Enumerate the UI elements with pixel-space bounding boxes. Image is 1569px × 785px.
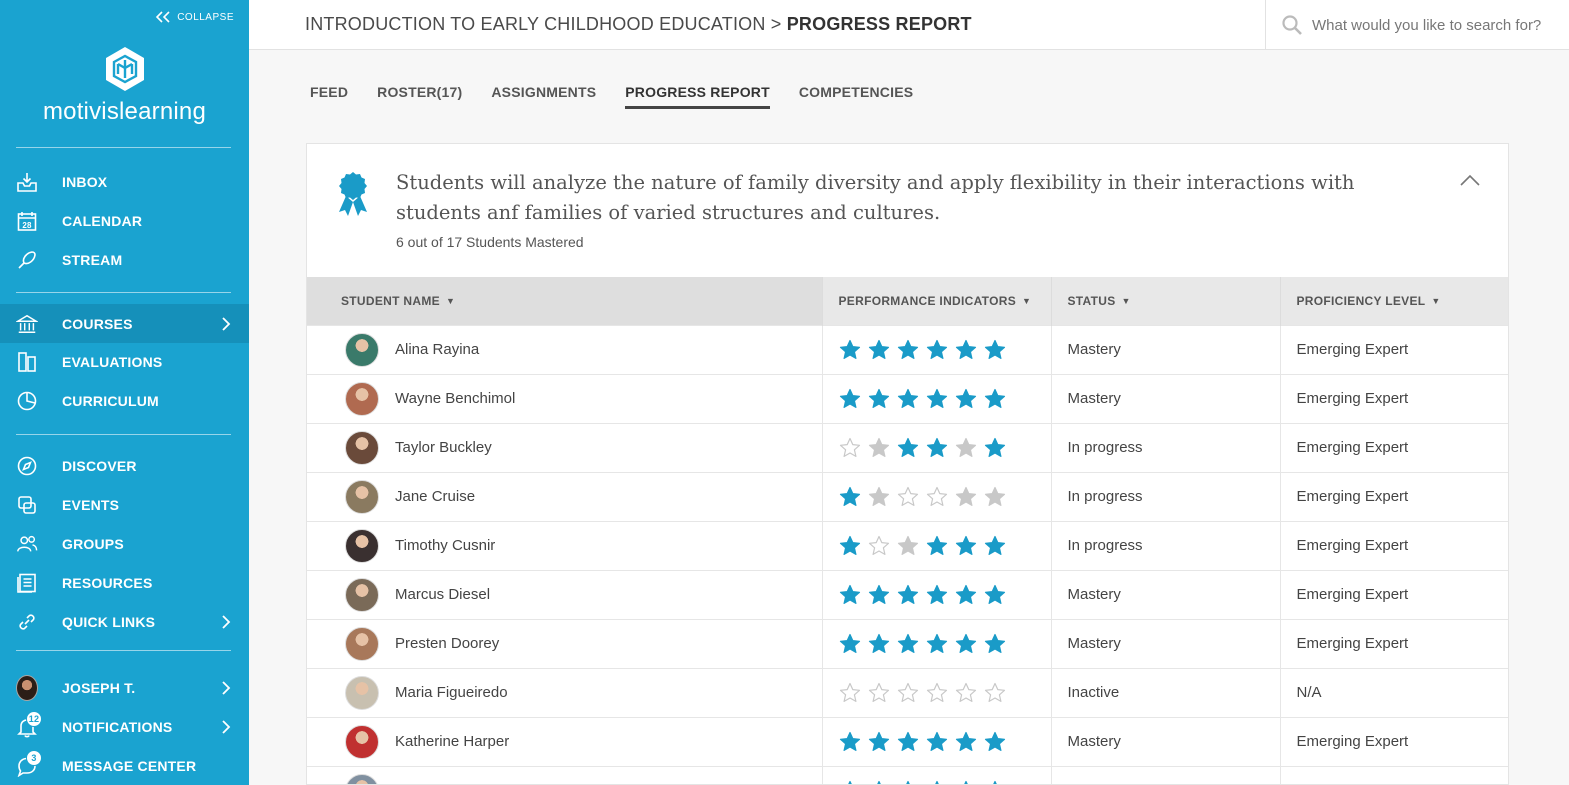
proficiency-level-cell: Emerging Expert <box>1280 325 1509 374</box>
star-filled-icon <box>839 780 861 785</box>
star-filled-icon <box>955 780 977 785</box>
tab-progress-report[interactable]: PROGRESS REPORT <box>625 84 770 109</box>
sidebar-divider <box>16 650 231 651</box>
calendar-icon <box>16 210 38 232</box>
proficiency-level-cell: Emerging Expert <box>1280 521 1509 570</box>
sidebar-item-user[interactable] <box>0 668 249 707</box>
star-rating <box>839 780 1051 785</box>
double-chevron-left-icon <box>155 11 171 23</box>
star-filled-icon <box>955 633 977 655</box>
curriculum-icon <box>16 390 38 412</box>
search-box <box>1265 0 1569 50</box>
star-empty-icon <box>868 682 890 704</box>
tab-feed[interactable]: FEED <box>310 84 349 100</box>
breadcrumb-separator: > <box>770 14 782 34</box>
sort-down-icon: ▼ <box>445 295 456 306</box>
mastery-summary: 6 out of 17 Students Mastered <box>396 234 584 250</box>
star-filled-icon <box>926 535 948 557</box>
table-row[interactable] <box>307 570 1509 619</box>
star-rating <box>839 731 1051 753</box>
sidebar-item-inbox[interactable] <box>0 162 249 201</box>
star-filled-icon <box>955 535 977 557</box>
sidebar-item-label: NOTIFICATIONS <box>62 718 173 735</box>
star-empty-icon <box>839 437 861 459</box>
performance-indicators-cell <box>822 766 1051 785</box>
sidebar-item-label: DISCOVER <box>62 457 137 474</box>
student-name[interactable]: Katherine Harper <box>395 733 510 750</box>
star-empty-icon <box>839 682 861 704</box>
star-filled-icon <box>984 731 1006 753</box>
star-filled-icon <box>926 339 948 361</box>
student-name[interactable]: Maria Figueiredo <box>395 684 508 701</box>
performance-indicators-cell <box>822 521 1051 570</box>
sidebar-item-label: MESSAGE CENTER <box>62 757 197 774</box>
motivis-logo-icon <box>104 46 146 92</box>
performance-indicators-cell <box>822 619 1051 668</box>
sort-down-icon: ▼ <box>1121 295 1131 306</box>
table-row[interactable] <box>307 717 1509 766</box>
table-row[interactable] <box>307 619 1509 668</box>
avatar[interactable] <box>345 333 379 367</box>
count-badge: 3 <box>26 750 42 766</box>
star-filled-icon <box>984 437 1006 459</box>
sidebar-divider <box>16 292 231 293</box>
status-cell: Mastery <box>1051 619 1280 668</box>
star-filled-icon <box>926 780 948 785</box>
star-rating <box>839 633 1051 655</box>
student-name[interactable]: Alina Rayina <box>395 341 480 358</box>
star-partial-icon <box>984 486 1006 508</box>
proficiency-level-cell: Emerging Expert <box>1280 717 1509 766</box>
star-rating <box>839 437 1051 459</box>
stream-icon <box>16 249 38 271</box>
resources-icon <box>16 572 38 594</box>
star-filled-icon <box>839 339 861 361</box>
performance-indicators-cell <box>822 374 1051 423</box>
sidebar-item-label: CALENDAR <box>62 212 143 229</box>
logo-text: motivislearning <box>42 98 207 125</box>
performance-indicators-cell <box>822 325 1051 374</box>
logo[interactable] <box>0 46 249 126</box>
svg-text:28: 28 <box>22 220 32 230</box>
sidebar-item-curriculum[interactable] <box>0 381 249 420</box>
star-empty-icon <box>926 682 948 704</box>
star-partial-icon <box>897 535 919 557</box>
groups-icon <box>16 533 38 555</box>
sidebar-item-label: JOSEPH T. <box>62 679 136 696</box>
status-cell: Mastery <box>1051 717 1280 766</box>
star-filled-icon <box>868 731 890 753</box>
table-row[interactable] <box>307 472 1509 521</box>
sidebar-divider <box>16 147 231 148</box>
sidebar-item-groups[interactable] <box>0 524 249 563</box>
sidebar-item-label: COURSES <box>62 315 133 332</box>
sidebar-item-resources[interactable] <box>0 563 249 602</box>
student-name-cell <box>307 423 822 472</box>
sidebar-item-label: STREAM <box>62 251 123 268</box>
performance-indicators-cell <box>822 472 1051 521</box>
avatar[interactable] <box>345 382 379 416</box>
column-header-performance-indicators[interactable]: PERFORMANCE INDICATORS ▼ <box>822 277 1051 325</box>
student-name-cell <box>307 717 822 766</box>
sidebar <box>0 0 249 785</box>
student-name[interactable]: Taylor Buckley <box>395 439 492 456</box>
star-partial-icon <box>955 437 977 459</box>
table-row[interactable] <box>307 521 1509 570</box>
star-filled-icon <box>868 388 890 410</box>
star-filled-icon <box>984 584 1006 606</box>
star-filled-icon <box>868 339 890 361</box>
avatar[interactable] <box>345 774 379 785</box>
student-name[interactable]: Presten Doorey <box>395 635 500 652</box>
count-badge: 12 <box>26 711 42 727</box>
link-icon <box>16 611 38 633</box>
search-icon <box>1282 15 1302 35</box>
inbox-icon <box>16 171 38 193</box>
status-cell: Inactive <box>1051 668 1280 717</box>
sidebar-item-calendar[interactable] <box>0 201 249 240</box>
status-cell: In progress <box>1051 423 1280 472</box>
table-row[interactable] <box>307 374 1509 423</box>
column-header-proficiency-level[interactable]: PROFICIENCY LEVEL ▼ <box>1280 277 1509 325</box>
table-row[interactable] <box>307 325 1509 374</box>
star-rating <box>839 388 1051 410</box>
breadcrumb-current: PROGRESS REPORT <box>786 14 972 34</box>
sidebar-item-notifications[interactable] <box>0 707 249 746</box>
star-filled-icon <box>955 339 977 361</box>
star-filled-icon <box>926 584 948 606</box>
student-name-cell <box>307 325 822 374</box>
sidebar-item-events[interactable] <box>0 485 249 524</box>
star-empty-icon <box>955 682 977 704</box>
column-header-student-name[interactable]: STUDENT NAME ▼ <box>307 277 822 325</box>
sidebar-item-discover[interactable] <box>0 446 249 485</box>
star-filled-icon <box>839 388 861 410</box>
breadcrumb-course[interactable]: INTRODUCTION TO EARLY CHILDHOOD EDUCATION <box>305 14 766 34</box>
star-partial-icon <box>955 486 977 508</box>
star-rating <box>839 339 1051 361</box>
discover-icon <box>16 455 38 477</box>
sidebar-item-label: EVENTS <box>62 496 120 513</box>
sidebar-item-label: INBOX <box>62 173 108 190</box>
star-partial-icon <box>868 437 890 459</box>
star-rating <box>839 486 1051 508</box>
student-name-cell <box>307 570 822 619</box>
star-partial-icon <box>868 486 890 508</box>
proficiency-level-cell: Emerging Expert <box>1280 423 1509 472</box>
student-name-cell <box>307 472 822 521</box>
star-rating <box>839 535 1051 557</box>
star-filled-icon <box>955 388 977 410</box>
student-name-cell <box>307 521 822 570</box>
column-header-status[interactable]: STATUS ▼ <box>1051 277 1280 325</box>
table-header-row <box>307 277 1509 325</box>
course-tabs <box>310 84 942 109</box>
star-filled-icon <box>926 731 948 753</box>
table-row[interactable] <box>307 423 1509 472</box>
sidebar-divider <box>16 434 231 435</box>
star-filled-icon <box>897 437 919 459</box>
star-filled-icon <box>955 731 977 753</box>
events-icon <box>16 494 38 516</box>
breadcrumb <box>305 14 972 35</box>
status-cell: Mastery <box>1051 325 1280 374</box>
star-filled-icon <box>984 535 1006 557</box>
student-name-cell <box>307 619 822 668</box>
chevron-right-icon <box>221 316 231 332</box>
star-empty-icon <box>984 682 1006 704</box>
avatar[interactable] <box>345 529 379 563</box>
sort-down-icon: ▼ <box>1022 295 1032 306</box>
status-cell: In progress <box>1051 472 1280 521</box>
evaluations-icon <box>16 351 38 373</box>
collapse-button[interactable] <box>155 11 234 23</box>
user-avatar <box>16 677 38 699</box>
star-filled-icon <box>897 633 919 655</box>
student-name[interactable]: Wayne Benchimol <box>395 390 516 407</box>
student-name[interactable]: Timothy Cusnir <box>395 537 496 554</box>
student-name[interactable]: Marcus Diesel <box>395 586 491 603</box>
avatar[interactable] <box>345 431 379 465</box>
tab-assignments[interactable]: ASSIGNMENTS <box>491 84 597 100</box>
star-filled-icon <box>839 486 861 508</box>
proficiency-level-cell: Emerging Expert <box>1280 472 1509 521</box>
performance-indicators-cell <box>822 570 1051 619</box>
competency-header <box>307 144 1508 277</box>
star-filled-icon <box>984 388 1006 410</box>
star-filled-icon <box>984 633 1006 655</box>
sidebar-item-quick-links[interactable] <box>0 602 249 641</box>
star-filled-icon <box>897 584 919 606</box>
performance-indicators-cell <box>822 717 1051 766</box>
sidebar-item-label: GROUPS <box>62 535 124 552</box>
student-name-cell <box>307 766 822 785</box>
sidebar-item-label: CURRICULUM <box>62 392 159 409</box>
chevron-right-icon <box>221 614 231 630</box>
performance-indicators-cell <box>822 423 1051 472</box>
avatar[interactable] <box>345 627 379 661</box>
star-filled-icon <box>839 633 861 655</box>
status-cell: Mastery <box>1051 374 1280 423</box>
chevron-right-icon <box>221 719 231 735</box>
performance-indicators-cell <box>822 668 1051 717</box>
proficiency-level-cell: Emerging Expert <box>1280 374 1509 423</box>
star-filled-icon <box>926 633 948 655</box>
star-filled-icon <box>955 584 977 606</box>
star-filled-icon <box>926 437 948 459</box>
star-filled-icon <box>926 388 948 410</box>
avatar[interactable] <box>345 480 379 514</box>
courses-icon <box>16 313 38 335</box>
proficiency-level-cell <box>1280 766 1509 785</box>
avatar[interactable] <box>345 676 379 710</box>
star-filled-icon <box>839 584 861 606</box>
star-filled-icon <box>839 535 861 557</box>
avatar[interactable] <box>345 578 379 612</box>
star-rating <box>839 584 1051 606</box>
star-empty-icon <box>926 486 948 508</box>
student-name[interactable]: Jane Cruise <box>395 488 476 505</box>
sidebar-item-evaluations[interactable] <box>0 343 249 382</box>
chevron-right-icon <box>221 680 231 696</box>
status-cell: In progress <box>1051 521 1280 570</box>
tab-competencies[interactable]: COMPETENCIES <box>798 84 914 100</box>
sidebar-item-courses[interactable] <box>0 304 249 343</box>
star-filled-icon <box>868 584 890 606</box>
star-filled-icon <box>984 780 1006 785</box>
sidebar-item-label: RESOURCES <box>62 574 153 591</box>
star-filled-icon <box>897 388 919 410</box>
sidebar-item-label: QUICK LINKS <box>62 613 156 630</box>
table-row[interactable] <box>307 766 1509 785</box>
avatar[interactable] <box>345 725 379 759</box>
sidebar-item-stream[interactable] <box>0 240 249 279</box>
award-ribbon-icon <box>335 170 371 216</box>
sort-down-icon: ▼ <box>1431 295 1441 306</box>
star-filled-icon <box>897 339 919 361</box>
top-bar <box>249 0 1569 50</box>
sidebar-item-label: EVALUATIONS <box>62 354 163 370</box>
collapse-label: COLLAPSE <box>177 11 234 23</box>
star-filled-icon <box>897 780 919 785</box>
star-rating <box>839 682 1051 704</box>
star-filled-icon <box>839 731 861 753</box>
proficiency-level-cell: Emerging Expert <box>1280 570 1509 619</box>
sidebar-item-message-center[interactable] <box>0 746 249 785</box>
proficiency-level-cell: N/A <box>1280 668 1509 717</box>
student-name-cell <box>307 374 822 423</box>
student-name-cell <box>307 668 822 717</box>
status-cell <box>1051 766 1280 785</box>
star-empty-icon <box>897 486 919 508</box>
star-filled-icon <box>868 780 890 785</box>
star-filled-icon <box>868 633 890 655</box>
competency-statement: Students will analyze the nature of family diversity and apply flexibility in their interactions with students anf families of varied structures and cultures. <box>396 171 1355 224</box>
star-empty-icon <box>897 682 919 704</box>
proficiency-level-cell: Emerging Expert <box>1280 619 1509 668</box>
progress-table <box>307 277 1509 785</box>
star-empty-icon <box>868 535 890 557</box>
status-cell: Mastery <box>1051 570 1280 619</box>
star-filled-icon <box>897 731 919 753</box>
chevron-up-icon[interactable] <box>1460 174 1480 186</box>
tab-roster[interactable]: ROSTER(17) <box>377 84 463 100</box>
star-filled-icon <box>984 339 1006 361</box>
table-row[interactable] <box>307 668 1509 717</box>
competency-card <box>306 143 1509 785</box>
search-input[interactable] <box>1312 17 1552 34</box>
